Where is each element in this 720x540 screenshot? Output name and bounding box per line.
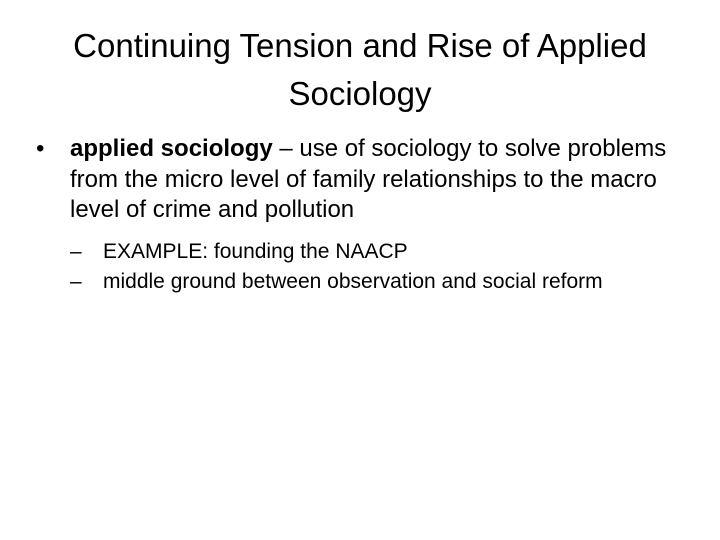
bullet-definition: – use of sociology to solve problems from the micro level of family relationships to the macro level of crime and pollution <box>70 135 667 223</box>
subbullet-marker: – <box>70 269 82 293</box>
bullet-term: applied sociology <box>70 135 273 162</box>
slide-title: Continuing Tension and Rise of Applied Sociology <box>73 27 647 112</box>
subbullet-marker: – <box>70 239 82 263</box>
subbullet-list <box>36 238 676 296</box>
bullet-marker: • <box>36 135 45 162</box>
subbullet-example <box>36 238 676 266</box>
slide-body <box>36 134 676 298</box>
subbullet-text: middle ground between observation and social reform <box>103 269 603 293</box>
subbullet-text: EXAMPLE: founding the NAACP <box>103 239 408 263</box>
subbullet-middle-ground <box>36 268 676 296</box>
main-bullet <box>36 134 676 226</box>
